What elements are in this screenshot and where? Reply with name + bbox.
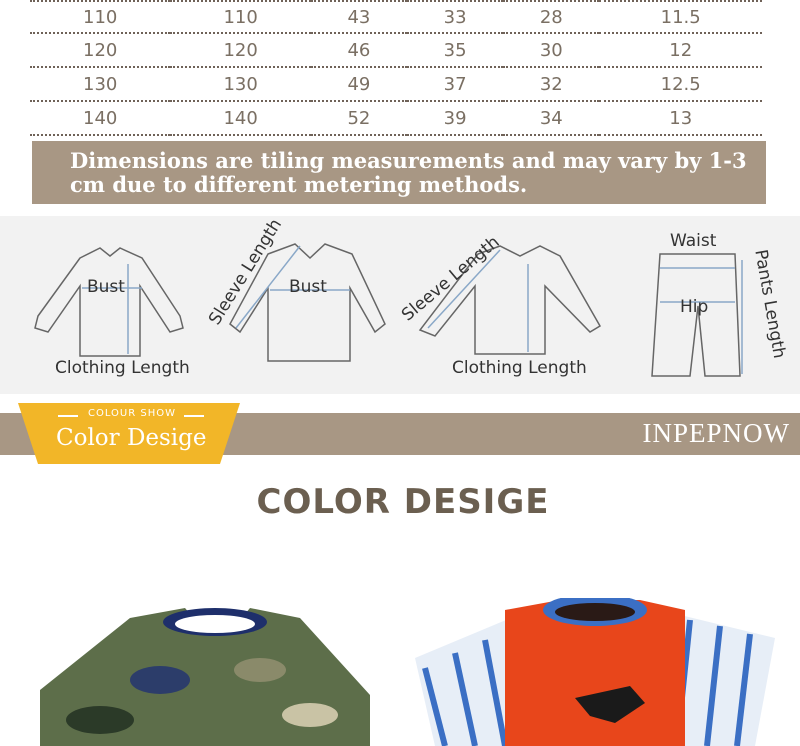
table-cell: 49 bbox=[311, 67, 407, 101]
sleeve-length-label-2: Sleeve Length bbox=[398, 232, 504, 326]
table-cell: 52 bbox=[311, 101, 407, 135]
raglan-shirt-outline bbox=[420, 246, 600, 354]
table-cell: 120 bbox=[30, 33, 170, 67]
table-cell: 46 bbox=[311, 33, 407, 67]
bust-label-1: Bust bbox=[87, 277, 125, 297]
table-cell: 140 bbox=[30, 101, 170, 135]
waist-label: Waist bbox=[670, 231, 717, 251]
colour-show-small-label: COLOUR SHOW bbox=[87, 408, 176, 419]
measurement-note bbox=[32, 141, 766, 204]
table-cell: 35 bbox=[407, 33, 503, 67]
orange-striped-tshirt-photo bbox=[415, 598, 775, 746]
table-cell: 13 bbox=[599, 101, 762, 135]
table-cell: 30 bbox=[503, 33, 599, 67]
sleeve-length-label-1: Sleeve Length bbox=[205, 215, 287, 329]
table-cell: 33 bbox=[407, 1, 503, 33]
table-cell: 120 bbox=[170, 33, 310, 67]
clothing-length-label-1: Clothing Length bbox=[55, 358, 190, 378]
table-cell: 12 bbox=[599, 33, 762, 67]
table-cell: 32 bbox=[503, 67, 599, 101]
camouflage-tshirt-photo bbox=[40, 600, 370, 746]
table-row bbox=[30, 1, 762, 33]
size-table bbox=[30, 0, 762, 136]
measurement-diagram bbox=[0, 216, 800, 394]
table-row bbox=[30, 101, 762, 135]
table-cell: 34 bbox=[503, 101, 599, 135]
table-cell: 12.5 bbox=[599, 67, 762, 101]
table-cell: 37 bbox=[407, 67, 503, 101]
table-row bbox=[30, 33, 762, 67]
table-cell: 11.5 bbox=[599, 1, 762, 33]
table-cell: 39 bbox=[407, 101, 503, 135]
colour-show-big-label: Color Desige bbox=[56, 425, 207, 451]
table-cell: 140 bbox=[170, 101, 310, 135]
brand-name: INPEPNOW bbox=[642, 418, 790, 448]
note-text: Dimensions are tiling measurements and may vary by 1-3 cm due to different metering methods. bbox=[70, 148, 747, 197]
table-cell: 28 bbox=[503, 1, 599, 33]
table-cell: 110 bbox=[170, 1, 310, 33]
table-cell: 43 bbox=[311, 1, 407, 33]
hip-label: Hip bbox=[680, 297, 709, 317]
table-cell: 110 bbox=[30, 1, 170, 33]
table-cell: 130 bbox=[30, 67, 170, 101]
table-row bbox=[30, 67, 762, 101]
pants-length-label: Pants Length bbox=[750, 248, 790, 361]
bust-label-2: Bust bbox=[289, 277, 327, 297]
table-cell: 130 bbox=[170, 67, 310, 101]
color-desige-title: COLOR DESIGE bbox=[256, 482, 550, 522]
clothing-length-label-2: Clothing Length bbox=[452, 358, 587, 378]
tshirt-outline bbox=[35, 248, 183, 356]
